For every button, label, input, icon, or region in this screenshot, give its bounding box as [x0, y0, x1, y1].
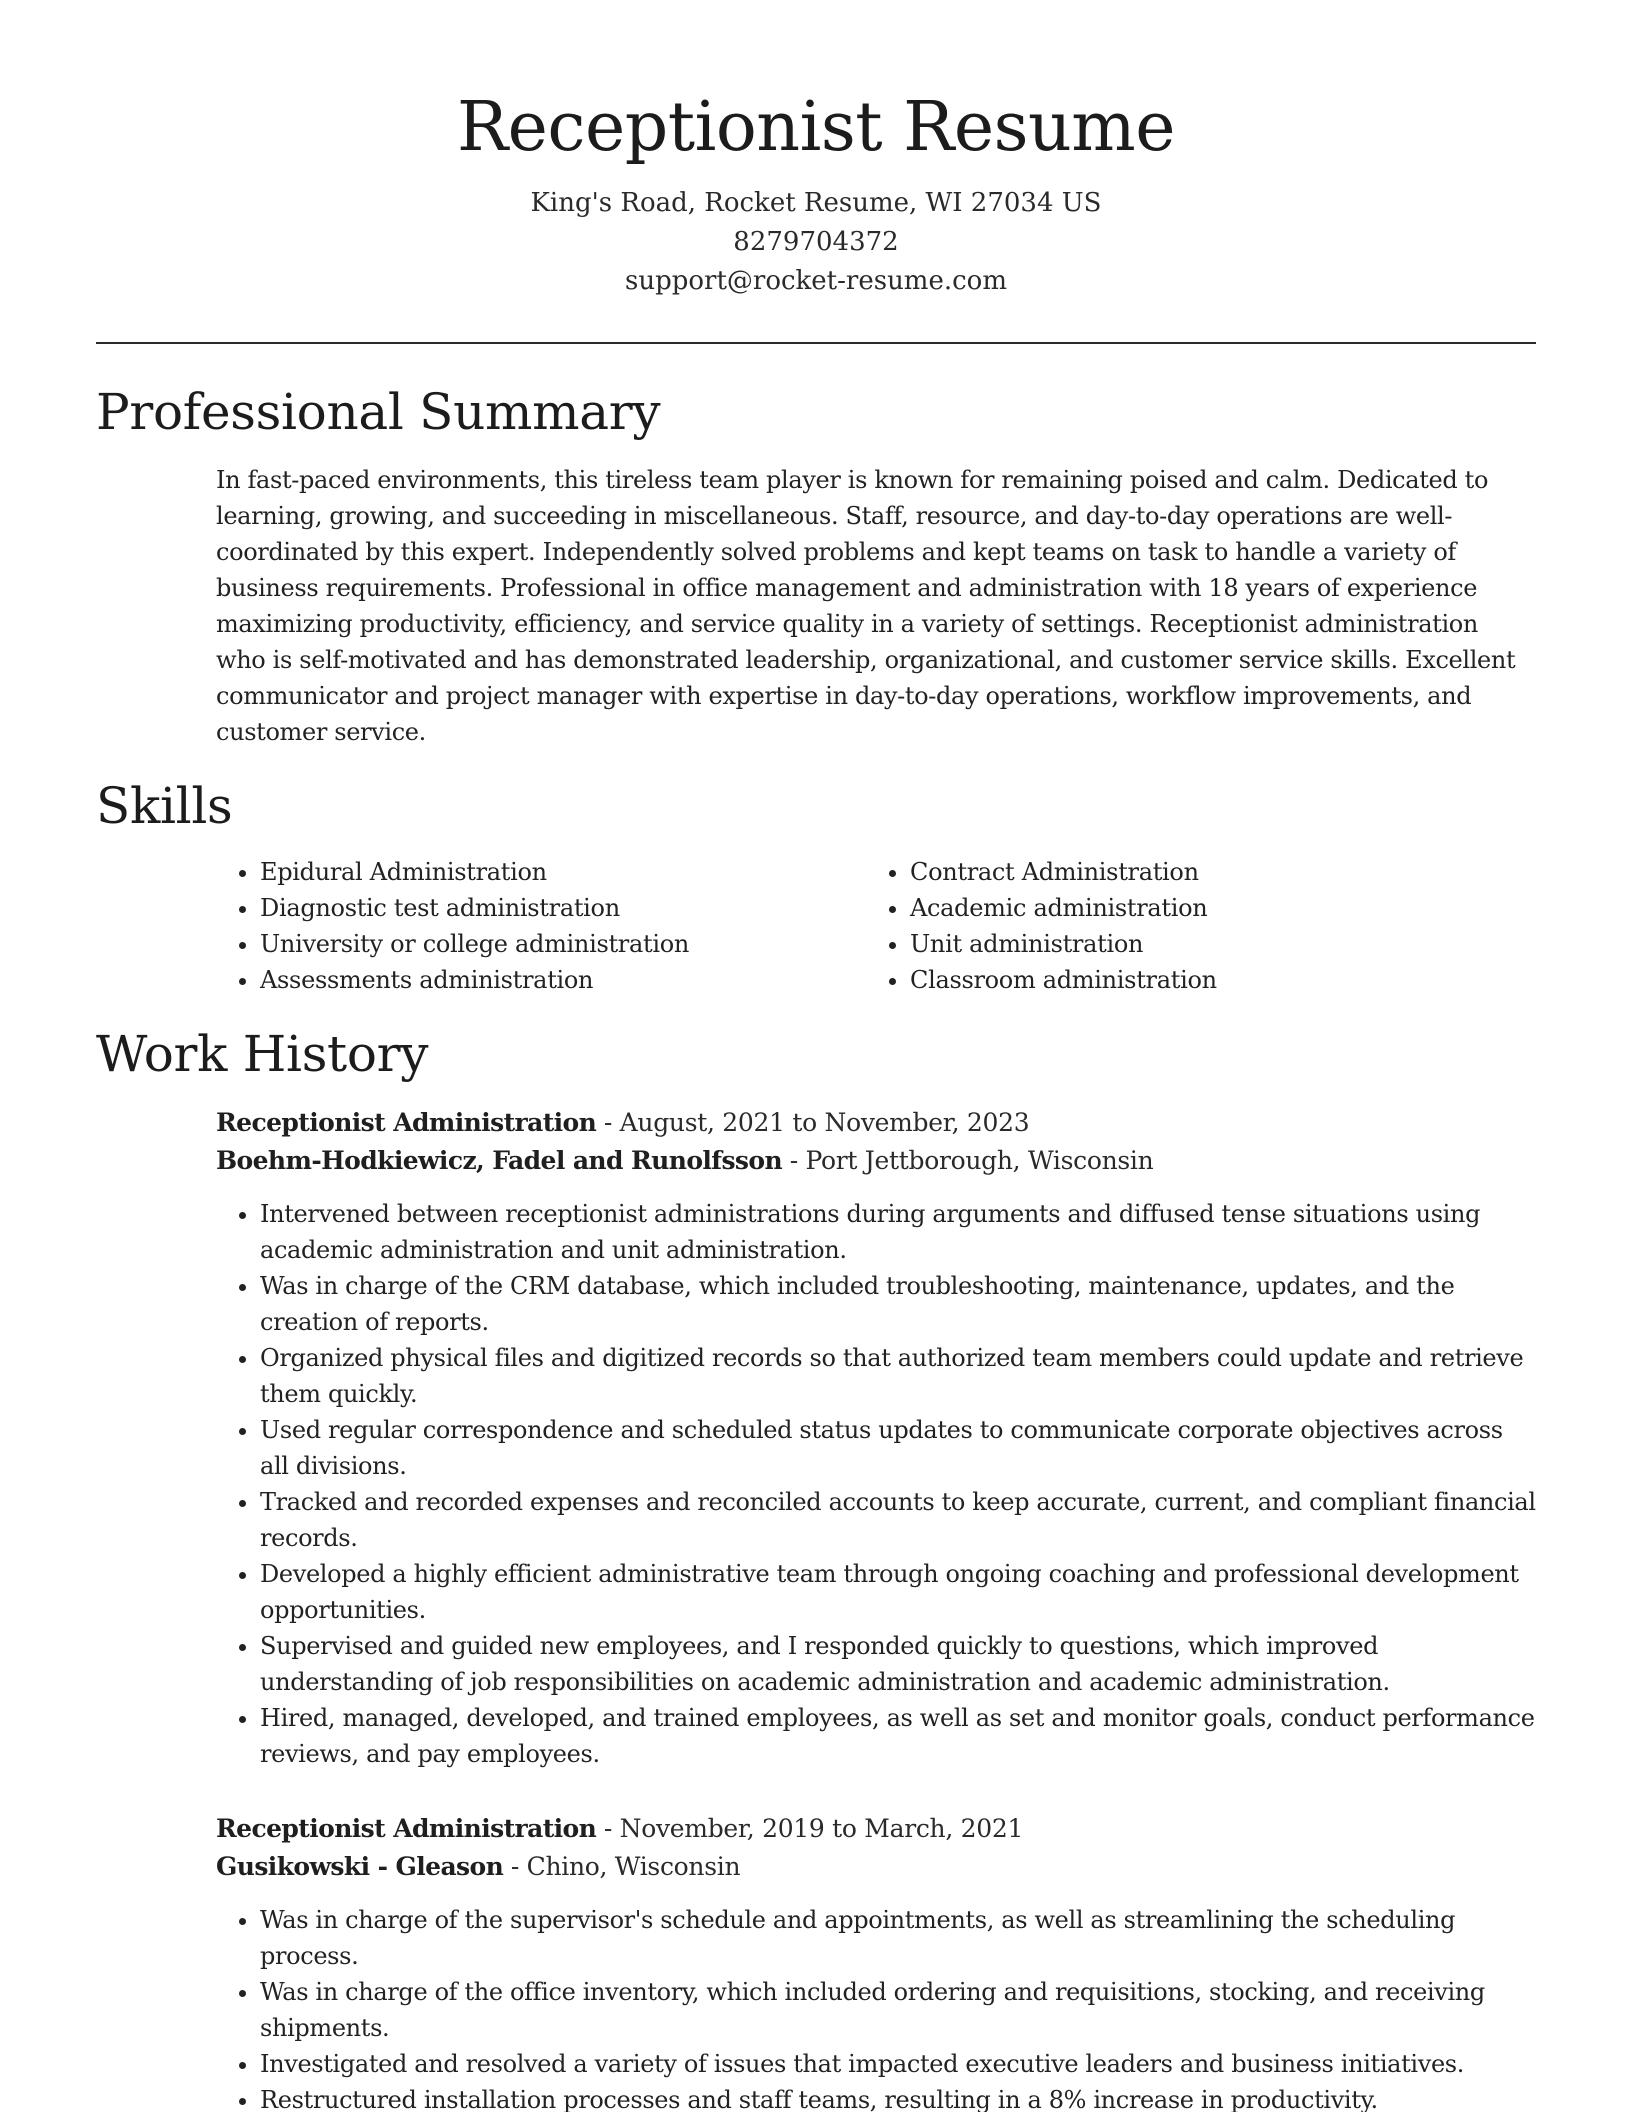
summary-text: In fast-paced environments, this tireless team player is known for remaining poised and calm. Dedicated to learning, growing, and succeeding in miscellaneous. Staff, resource, and day-to-day operations are well-coordinated by this expert. Independently solved problems and kept teams on task to handle a variety of business requirements. Professional in office management and administration with 18 years of experience maximizing productivity, efficiency, and service quality in a variety of settings. Receptionist administration who is self-motivated and has demonstrated leadership, organizational, and customer service skills. Excellent communicator and project manager with expertise in day-to-day operations, workflow improvements, and customer service. [216, 466, 1516, 746]
duty-item: • Was in charge of the office inventory, which included ordering and requisitions, stocking, and receiving shipments. [260, 1974, 1536, 2046]
job-title: Receptionist Administration [216, 1814, 597, 1843]
skill-item: • Classroom administration [910, 962, 1530, 998]
skill-item: • Assessments administration [260, 962, 820, 998]
job-duties-list [216, 1196, 1536, 1772]
job-title: Receptionist Administration [216, 1108, 597, 1137]
duty-item: • Investigated and resolved a variety of issues that impacted executive leaders and business initiatives. [260, 2046, 1536, 2082]
header-divider [96, 342, 1536, 344]
job-company: Gusikowski - Gleason [216, 1852, 504, 1881]
duty-item: • Was in charge of the CRM database, which included troubleshooting, maintenance, updates, and the creation of reports. [260, 1268, 1536, 1340]
duty-item: • Restructured installation processes and staff teams, resulting in a 8% increase in productivity. [260, 2082, 1536, 2112]
duty-item: • Supervised and guided new employees, and I responded quickly to questions, which improved understanding of job responsibilities on academic administration and academic administration. [260, 1628, 1536, 1700]
contact-email: support@rocket-resume.com [624, 266, 1007, 296]
duty-item: • Was in charge of the supervisor's schedule and appointments, as well as streamlining the scheduling process. [260, 1902, 1536, 1974]
skill-item: • University or college administration [260, 926, 820, 962]
duty-item: • Used regular correspondence and scheduled status updates to communicate corporate objectives across all divisions. [260, 1412, 1536, 1484]
job-entry [216, 1104, 1536, 1772]
job-dates: - November, 2019 to March, 2021 [596, 1814, 1024, 1843]
job-company-line [216, 1142, 1536, 1180]
contact-address: King's Road, Rocket Resume, WI 27034 US [530, 188, 1102, 218]
skill-item: • Contract Administration [910, 854, 1530, 890]
job-dates: - August, 2021 to November, 2023 [596, 1108, 1030, 1137]
skills-heading: Skills [96, 777, 233, 835]
job-duties-list [216, 1902, 1536, 2112]
job-entry [216, 1810, 1536, 2112]
duty-item: • Tracked and recorded expenses and reconciled accounts to keep accurate, current, and compliant financial records. [260, 1484, 1536, 1556]
job-title-line [216, 1104, 1536, 1142]
job-location: - Chino, Wisconsin [503, 1852, 741, 1881]
summary-heading: Professional Summary [96, 383, 661, 441]
contact-phone: 8279704372 [733, 227, 899, 257]
skills-list-right [866, 854, 1530, 998]
duty-item: • Intervened between receptionist administrations during arguments and diffused tense situations using academic administration and unit administration. [260, 1196, 1536, 1268]
skill-item: • Academic administration [910, 890, 1530, 926]
skill-item: • Diagnostic test administration [260, 890, 820, 926]
job-company: Boehm-Hodkiewicz, Fadel and Runolfsson [216, 1146, 783, 1175]
skills-list-left [216, 854, 820, 998]
resume-header [0, 80, 1632, 301]
duty-item: • Organized physical files and digitized records so that authorized team members could update and retrieve them quickly. [260, 1340, 1536, 1412]
work-history-heading: Work History [96, 1025, 429, 1083]
duty-item: • Developed a highly efficient administrative team through ongoing coaching and professional development opportunities. [260, 1556, 1536, 1628]
job-company-line [216, 1848, 1536, 1886]
page-title: Receptionist Resume [456, 88, 1176, 167]
skill-item: • Epidural Administration [260, 854, 820, 890]
job-title-line [216, 1810, 1536, 1848]
skill-item: • Unit administration [910, 926, 1530, 962]
job-location: - Port Jettborough, Wisconsin [782, 1146, 1154, 1175]
duty-item: • Hired, managed, developed, and trained employees, as well as set and monitor goals, conduct performance reviews, and pay employees. [260, 1700, 1536, 1772]
